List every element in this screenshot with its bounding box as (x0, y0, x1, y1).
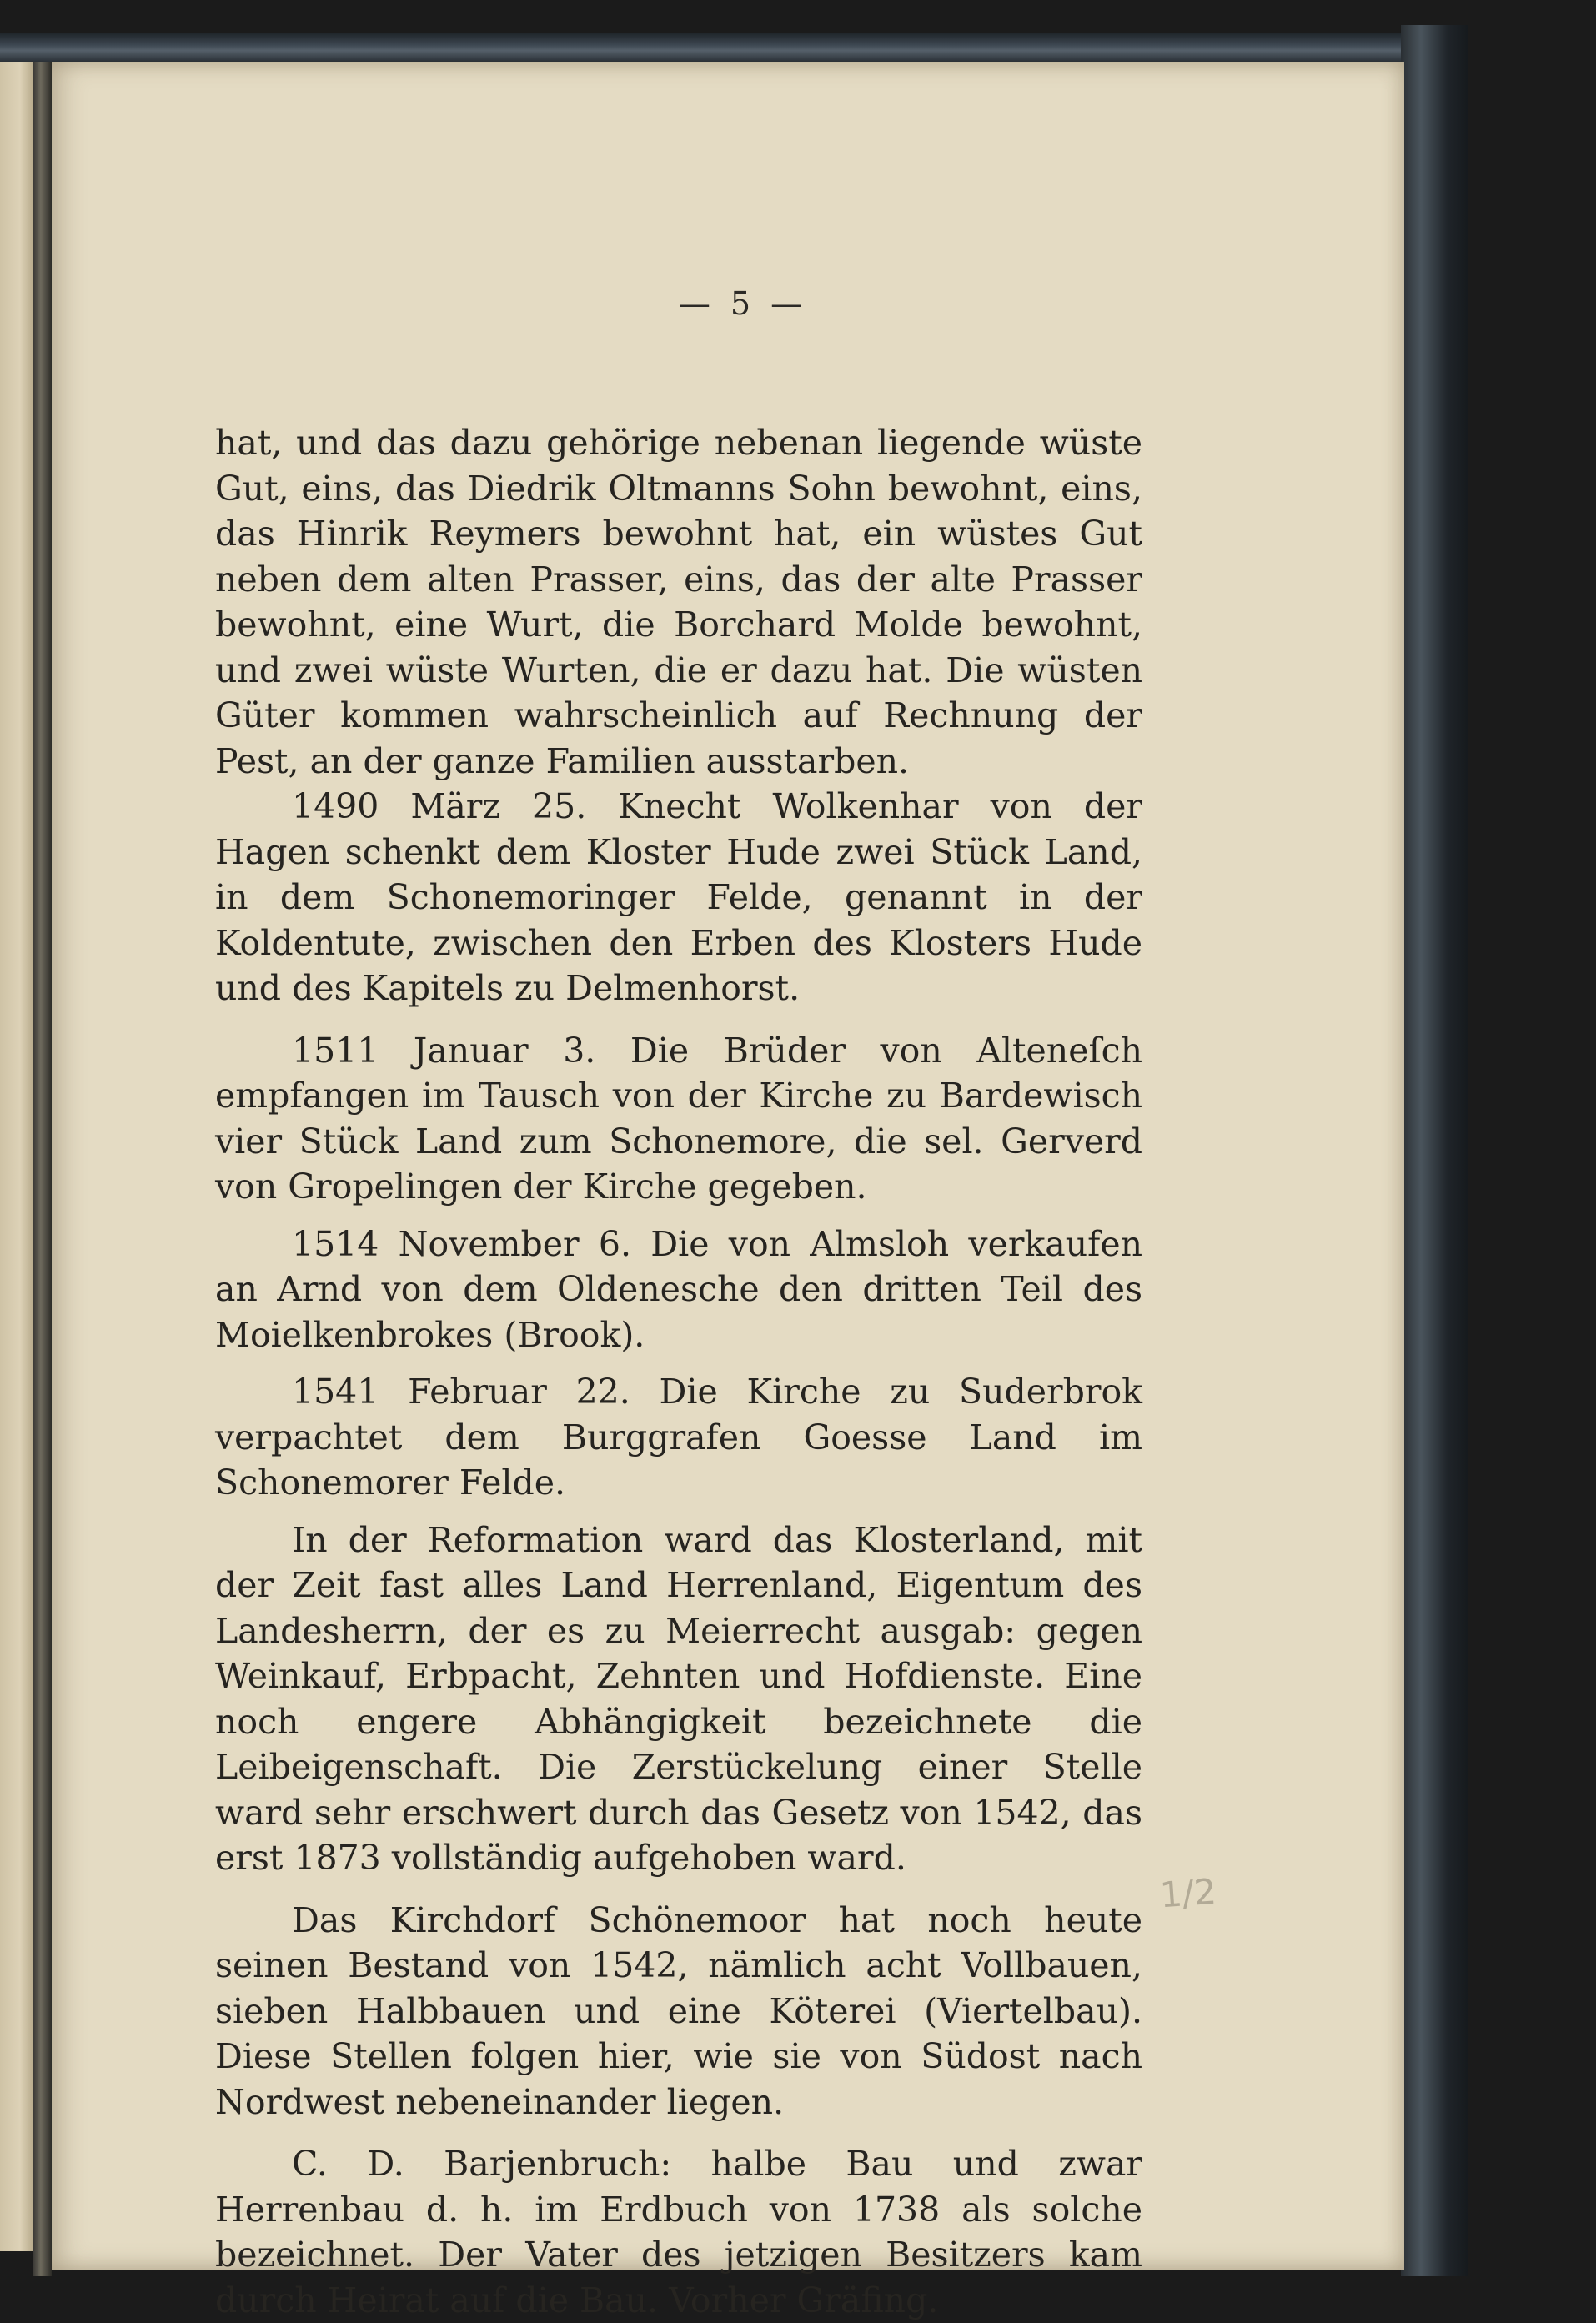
paragraph: C. D. Barjenbruch: halbe Bau und zwar Herrenbau d. h. im Erdbuch von 1738 als solche bezeichnet. Der Vater des jetzigen Besitzers kam durch Heirat auf die Bau. Vorher Gräfing. (215, 2144, 1142, 2320)
paragraph: hat, und das dazu gehörige nebenan liegende wüste Gut, eins, das Diedrik Oltmanns Sohn bewohnt, eins, das Hinrik Reymers bewohnt hat, ein wüstes Gut neben dem alten Prasser, eins, das der alte Prasser bewohnt, eine Wurt, die Borchard Molde bewohnt, und zwei wüste Wurten, die er dazu hat. Die wüsten Güter kommen wahrscheinlich auf Rechnung der Pest, an der ganze Familien ausstarben. (215, 423, 1142, 781)
book-cover-edge (1401, 25, 1468, 2276)
book-gutter (33, 33, 52, 2276)
paragraph: 1541 Februar 22. Die Kirche zu Suderbrok verpachtet dem Burggrafen Goesse Land im Schonemorer Felde. (215, 1372, 1142, 1503)
left-page-edge (0, 50, 33, 2251)
page-text (215, 420, 1142, 2323)
paragraph: 1511 Januar 3. Die Brüder von Alteneſch empfangen im Tausch von der Kirche zu Bardewisch vier Stück Land zum Schonemore, die sel. Gerverd von Gropelingen der Kirche gegeben. (215, 1030, 1142, 1207)
pencil-margin-note: 1/2 (1158, 1870, 1218, 1916)
binding-band (0, 33, 1451, 62)
page-number: — 5 — (678, 285, 808, 322)
paragraph: 1514 November 6. Die von Almsloh verkaufen an Arnd von dem Oldenesche den dritten Teil des Moielkenbrokes (Brook). (215, 1223, 1142, 1355)
book-page (52, 62, 1404, 2320)
paragraph: Das Kirchdorf Schönemoor hat noch heute seinen Bestand von 1542, nämlich acht Vollbauen, sieben Halbbauen und eine Köterei (Viertelbau). Diese Stellen folgen hier, wie sie von Südost nach Nordwest nebeneinander liegen. (215, 1899, 1142, 2122)
paragraph: In der Reformation ward das Klosterland, mit der Zeit fast alles Land Herrenland, Eigentum des Landesherrn, der es zu Meierrecht ausgab: gegen Weinkauf, Erbpacht, Zehnten und Hofdienste. Eine noch engere Abhängigkeit bezeichnete die Leibeigenschaft. Die Zerstückelung einer Stelle ward sehr erschwert durch das Gesetz von 1542, das erst 1873 vollständig aufgehoben ward. (215, 1519, 1142, 1878)
paragraph: 1490 März 25. Knecht Wolkenhar von der Hagen schenkt dem Kloster Hude zwei Stück Land, in dem Schonemoringer Felde, genannt in der Koldentute, zwischen den Erben des Klosters Hude und des Kapitels zu Delmenhorst. (215, 786, 1142, 1008)
